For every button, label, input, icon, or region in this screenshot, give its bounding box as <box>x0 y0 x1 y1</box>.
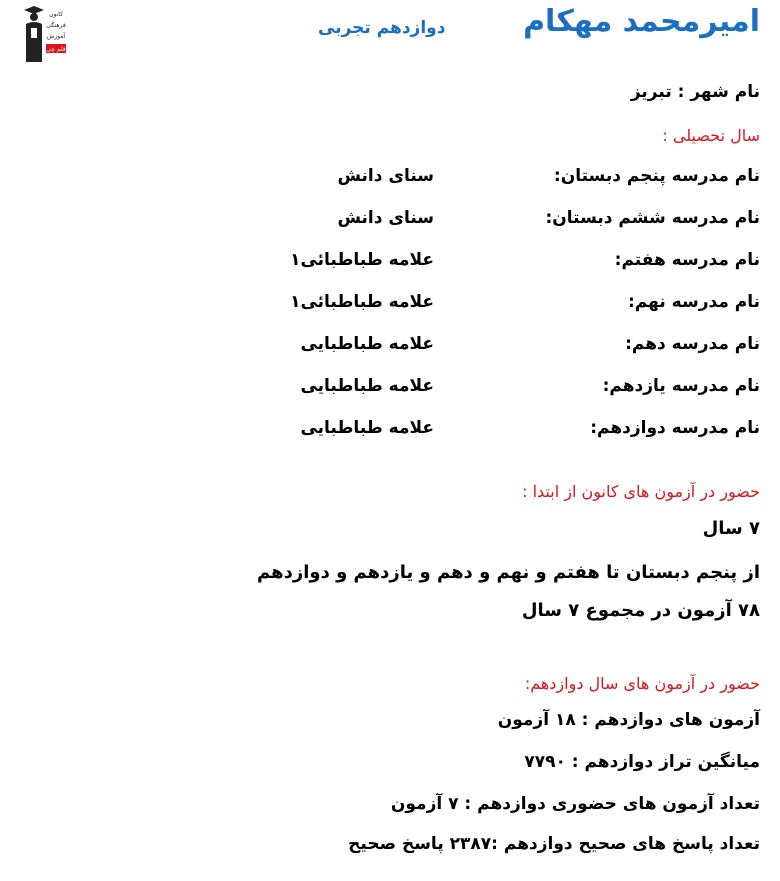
grade12-exams: آزمون های دوازدهم : ۱۸ آزمون <box>497 710 760 730</box>
logo-line-2: فرهنگی <box>46 22 66 29</box>
school-label-6: نام مدرسه ششم دبستان: <box>545 208 760 228</box>
city-line: نام شهر : تبریز <box>630 82 760 102</box>
kanoon-history-heading: حضور در آزمون های کانون از ابتدا : <box>522 482 760 501</box>
school-value-9: علامه طباطبائی۱ <box>290 292 434 312</box>
academic-year-label: سال تحصیلی : <box>662 126 760 145</box>
school-value-11: علامه طباطبایی <box>300 376 434 396</box>
school-value-7: علامه طباطبائی۱ <box>290 250 434 270</box>
school-label-12: نام مدرسه دوازدهم: <box>590 418 760 438</box>
kanoon-logo <box>22 4 68 64</box>
school-label-7: نام مدرسه هفتم: <box>614 250 760 270</box>
grade12-correct: تعداد پاسخ های صحیح دوازدهم :۲۳۸۷ پاسخ صحیح <box>348 834 760 854</box>
logo-line-4: قلم چی <box>46 46 66 53</box>
school-value-6: سنای دانش <box>337 208 434 228</box>
grade-title: دوازدهم تجربی <box>318 18 446 38</box>
school-label-5: نام مدرسه پنجم دبستان: <box>553 166 760 186</box>
school-value-12: علامه طباطبایی <box>300 418 434 438</box>
grade12-inperson: تعداد آزمون های حضوری دوازدهم : ۷ آزمون <box>390 794 760 814</box>
school-label-11: نام مدرسه یازدهم: <box>602 376 760 396</box>
school-label-10: نام مدرسه دهم: <box>625 334 760 354</box>
logo-line-1: کانون <box>49 11 63 18</box>
school-value-10: علامه طباطبایی <box>300 334 434 354</box>
kanoon-years: ۷ سال <box>702 518 760 539</box>
school-value-5: سنای دانش <box>337 166 434 186</box>
grade12-heading: حضور در آزمون های سال دوازدهم: <box>524 674 760 693</box>
student-name: امیرمحمد مهکام <box>523 4 760 39</box>
graduate-figure-icon <box>24 6 44 62</box>
kanoon-total: ۷۸ آزمون در مجموع ۷ سال <box>521 600 760 621</box>
kanoon-grades: از پنجم دبستان تا هفتم و نهم و دهم و یازدهم و دوازدهم <box>257 562 760 583</box>
school-label-9: نام مدرسه نهم: <box>628 292 760 312</box>
logo-line-3: آموزش <box>46 33 66 40</box>
grade12-average: میانگین تراز دوازدهم : ۷۷۹۰ <box>524 752 760 772</box>
